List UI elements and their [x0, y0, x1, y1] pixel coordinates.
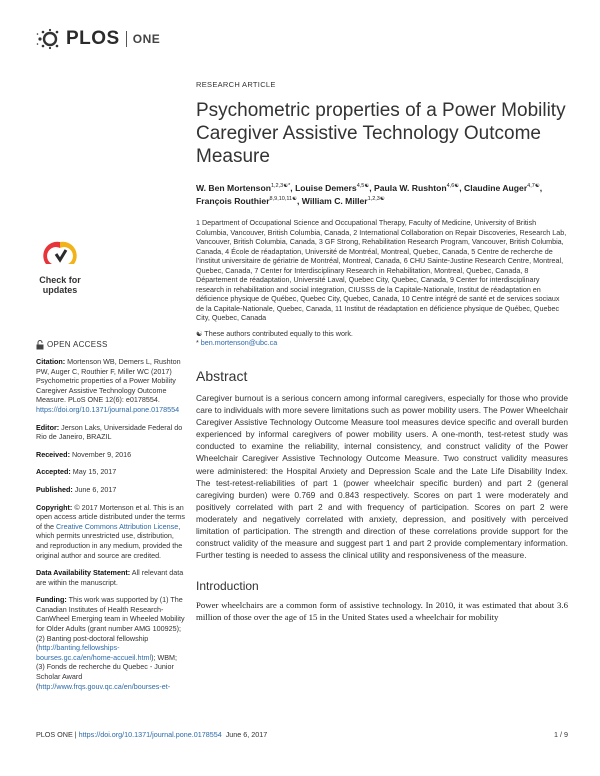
author-affiliation-marks: 8,9,10,11☯ [269, 195, 298, 202]
author-affiliation-marks: 4,7☯ [527, 182, 540, 189]
data-availability-label: Data Availability Statement: [36, 568, 131, 578]
funding [36, 595, 186, 691]
funding-link-banting[interactable]: http://banting.fellowships-bourses.gc.ca/en/home-accueil.html [36, 643, 152, 662]
author-notes [196, 329, 568, 348]
data-availability [36, 568, 186, 587]
author-affiliation-marks: 4,6☯ [446, 182, 460, 189]
plos-logo[interactable] [36, 28, 160, 50]
author-name[interactable]: Louise Demers [295, 182, 357, 193]
author-name[interactable]: William C. Miller [301, 195, 368, 206]
check-for-updates-badge[interactable] [36, 238, 84, 295]
license-link[interactable]: Creative Commons Attribution License [55, 521, 179, 531]
check-updates-label: Check for updates [39, 275, 81, 295]
received-label: Received: [36, 449, 70, 459]
footer-date: June 6, 2017 [225, 730, 268, 739]
brand-name: PLOS [66, 28, 120, 49]
author-name[interactable]: Claudine Auger [463, 182, 528, 193]
article-info-sidebar [36, 340, 186, 699]
plos-logo-icon [36, 28, 64, 50]
open-access-label: OPEN ACCESS [47, 340, 108, 350]
logo-divider [126, 31, 127, 47]
funding-mid: ); WBM; (3) Fonds de recherche du Quebec - Junior Scholar Award ( [36, 652, 178, 691]
footer-doi-link[interactable]: https://doi.org/10.1371/journal.pone.0178554 [78, 730, 222, 739]
author-affiliation-marks: 1,2,3☯ [367, 195, 385, 202]
page-number: 1 / 9 [554, 730, 568, 739]
accepted-date [36, 467, 186, 477]
received-date [36, 450, 186, 460]
article-type: RESEARCH ARTICLE [196, 80, 276, 89]
citation-doi-link[interactable]: https://doi.org/10.1371/journal.pone.0178554 [36, 404, 180, 414]
open-lock-icon [36, 340, 44, 350]
accepted-value: May 15, 2017 [72, 467, 117, 477]
author-list: W. Ben Mortenson$^{1,2,3☯*}$, Louise Demers$^{4,5☯}$, Paula W. Rushton$^{4,6☯}$, Claudine Auger$^{4,7☯}$, François Routhier$^{8,9,10,11☯}$, William C. Miller$^{1,2,3☯}$ [196, 182, 543, 206]
author-affiliation-marks: 1,2,3☯* [270, 182, 291, 189]
check-updates-icon [36, 238, 84, 268]
author-affiliation-marks: 4,5☯ [356, 182, 370, 189]
received-value: November 9, 2016 [71, 449, 132, 459]
equal-contribution-note: ☯ These authors contributed equally to this work. [196, 328, 353, 338]
funding-link-frqs[interactable]: http://www.frqs.gouv.qc.ca/en/bourses-et- [38, 681, 171, 691]
open-access-badge [36, 340, 186, 350]
journal-name: ONE [132, 32, 161, 46]
affiliations: 1 Department of Occupational Science and Occupational Therapy, Faculty of Medicine, University of British Columbia, Vancouver, British Columbia, Canada, 2 International Collaboration on Repair Discoveries, Research Lab, Vancouver, British Columbia, Canada, 3 GF Strong, Rehabilitation Research Program, Vancouver, British Columbia, Canada, 4 École de réadaptation, Université de Montréal, Montreal, Quebec, Canada, 5 Centre de recherche de l’institut universitaire de gériatrie de Montréal, Montreal, Canada, 6 CHU Sainte-Justine Research Centre, Montreal, Quebec, Canada, 7 Center for Interdisciplinary Research in Rehabilitation, Montreal, Quebec, Canada, 8 Département de réadaptation, Université Laval, Quebec City, Quebec, Canada, 9 Center for interdisciplinary research in rehabilitation and social integration, CIUSSS de la Capitale-Nationale, Institut de réadaptation en déficience physique de Québec, Quebec City, Quebec, Canada, 10 Centre intégré de santé et de services sociaux de la Capitale-Nationale, Quebec, Canada, 11 Institut de réadaptation en déficience physique de Québec, Quebec City, Quebec, Canada [196, 218, 567, 323]
abstract-heading: Abstract [196, 367, 248, 384]
copyright [36, 503, 186, 561]
citation-label: Citation: [36, 357, 66, 366]
article-main [196, 80, 568, 623]
copyright-label: Copyright: [36, 502, 73, 512]
abstract-text: Caregiver burnout is a serious concern among informal caregivers, especially for those who provide care to individuals with more severe limitations such as power mobility users. The Power Wheelchair Caregiver Assistive Technology Outcome Measure tool measures device specific and overall burden experienced by informal caregivers of power mobility users. A one-month, test-retest study was conducted to examine the reliability, internal consistency, and construct validity of the Power Wheelchair Caregiver Assistive Technology Outcome Measure. Two construct validity measures were administered: the Hospital Anxiety and Depression Scale and the Late Life Disability Index. The test-retest-reliabilities of part 1 (power wheelchair specific burden) and part 2 (general caregiving burden) were 0.769 and 0.843 respectively. Scores on part 1 were moderately and positively correlated with part 2 and with frequency of participation. Scores on part 2 were moderately and negatively correlated with anxiety, depression, and positively with perceived limitation of participation. The strength and direction of these correlations provide support for the construct validity of the measure and suggest part 1 and part 2 provide complementary information. Further testing is needed to assess the clinical utility and responsiveness of the measure. [196, 392, 568, 561]
citation [36, 357, 186, 415]
funding-pre: This work was supported by (1) The Canadian Institutes of Health Research-CanWheel Emerging team in Wheeled Mobility for Older Adults (grant number AMG 100925); (2) Banting post-doctoral fellowship ( [36, 595, 185, 653]
footer-journal: PLOS ONE [36, 730, 73, 739]
editor [36, 423, 186, 442]
introduction-text: Power wheelchairs are a common form of assistive technology. In 2010, it was estimated that about 3.6 million of those over the age of 15 in the United States used a wheelchair for mobility [196, 600, 568, 623]
corresponding-author: * ben.mortenson@ubc.ca [196, 338, 278, 348]
author-name[interactable]: W. Ben Mortenson [196, 182, 271, 193]
author-name[interactable]: Paula W. Rushton [374, 182, 447, 193]
published-date [36, 485, 186, 495]
published-value: June 6, 2017 [74, 484, 117, 494]
copyright-pre: © 2017 Mortenson et al. This is an open access article distributed under the terms of the [36, 502, 186, 531]
published-label: Published: [36, 484, 73, 494]
introduction-heading: Introduction [196, 579, 259, 594]
page-footer: PLOS ONE | https://doi.org/10.1371/journal.pone.0178554 June 6, 2017 1 / 9 [36, 730, 568, 739]
article-title: Psychometric properties of a Power Mobility Caregiver Assistive Technology Outcome Measure [196, 100, 566, 167]
editor-text: Jerson Laks, Universidade Federal do Rio de Janeiro, BRAZIL [36, 422, 183, 442]
citation-text: Mortenson WB, Demers L, Rushton PW, Auger C, Routhier F, Miller WC (2017) Psychometric properties of a Power Mobility Caregiver Assistive Technology Outcome Measure. PLoS ONE 12(6): e0178554. [36, 357, 181, 405]
copyright-post: , which permits unrestricted use, distribution, and reproduction in any medium, provided the original author and source are credited. [36, 521, 183, 560]
corresponding-email-link[interactable]: ben.mortenson@ubc.ca [200, 338, 278, 348]
data-availability-text: All relevant data are within the manuscript. [36, 568, 184, 587]
author-name[interactable]: François Routhier [196, 195, 270, 206]
editor-label: Editor: [36, 422, 60, 432]
accepted-label: Accepted: [36, 467, 71, 477]
funding-label: Funding: [36, 595, 67, 605]
